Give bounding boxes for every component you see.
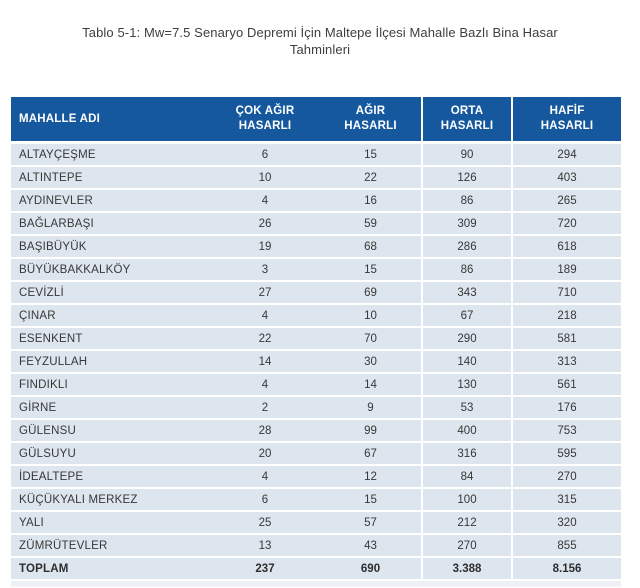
table-row — [11, 190, 621, 213]
value-cell-hafif-hasarli: 294 — [511, 144, 621, 167]
value-cell-hafif-hasarli: 176 — [511, 397, 621, 420]
value-cell-orta-hasarli: 316 — [421, 443, 511, 466]
value-cell-orta-hasarli: 286 — [421, 236, 511, 259]
table-row — [11, 489, 621, 512]
row-name-cell: BAŞIBÜYÜK — [11, 236, 210, 259]
table-row — [11, 213, 621, 236]
table-header-row — [11, 97, 621, 144]
header-cell-line: AĞIR — [355, 105, 386, 117]
table-row — [11, 512, 621, 535]
value-cell-hafif-hasarli: 403 — [511, 167, 621, 190]
value-cell-orta-hasarli: 290 — [421, 328, 511, 351]
value-cell-cok-agir-hasarli: 4 — [210, 190, 320, 213]
row-name-cell: AYDINEVLER — [11, 190, 210, 213]
value-cell-orta-hasarli: 126 — [421, 167, 511, 190]
header-cell-line: ÇOK AĞIR — [235, 105, 295, 117]
value-cell-hafif-hasarli: 618 — [511, 236, 621, 259]
value-cell-agir-hasarli: 70 — [320, 328, 421, 351]
table-row — [11, 374, 621, 397]
value-cell-cok-agir-hasarli: 237 — [210, 558, 320, 581]
value-cell-hafif-hasarli: 581 — [511, 328, 621, 351]
table-row — [11, 351, 621, 374]
value-cell-orta-hasarli: 212 — [421, 512, 511, 535]
table-row — [11, 535, 621, 558]
value-cell-agir-hasarli: 57 — [320, 512, 421, 535]
table-row — [11, 305, 621, 328]
page-title-line1: Tablo 5-1: Mw=7.5 Senaryo Depremi İçin Maltepe İlçesi Mahalle Bazlı Bina Hasar — [82, 25, 558, 40]
value-cell-hafif-hasarli: 265 — [511, 190, 621, 213]
value-cell-orta-hasarli: 343 — [421, 282, 511, 305]
value-cell-agir-hasarli: 69 — [320, 282, 421, 305]
value-cell-agir-hasarli: 14 — [320, 374, 421, 397]
value-cell-cok-agir-hasarli: 4 — [210, 466, 320, 489]
table-row — [11, 397, 621, 420]
header-cell-line: HAFİF — [549, 105, 585, 117]
value-cell-hafif-hasarli: 710 — [511, 282, 621, 305]
value-cell-hafif-hasarli: 218 — [511, 305, 621, 328]
value-cell-cok-agir-hasarli: 27 — [210, 282, 320, 305]
value-cell-cok-agir-hasarli: 19 — [210, 236, 320, 259]
value-cell-agir-hasarli: 15 — [320, 259, 421, 282]
value-cell-cok-agir-hasarli: 22 — [210, 328, 320, 351]
value-cell-hafif-hasarli: 8.156 — [511, 558, 621, 581]
table-row — [11, 328, 621, 351]
row-name-cell: GÜLENSU — [11, 420, 210, 443]
value-cell-agir-hasarli: 43 — [320, 535, 421, 558]
value-cell-agir-hasarli: 15 — [320, 489, 421, 512]
total-label-cell: TOPLAM — [11, 558, 210, 581]
value-cell-orta-hasarli: 270 — [421, 535, 511, 558]
value-cell-cok-agir-hasarli: 4 — [210, 374, 320, 397]
value-cell-agir-hasarli: 30 — [320, 351, 421, 374]
value-cell-orta-hasarli: 400 — [421, 420, 511, 443]
row-name-cell: CEVİZLİ — [11, 282, 210, 305]
value-cell-orta-hasarli: 84 — [421, 466, 511, 489]
value-cell-agir-hasarli: 15 — [320, 144, 421, 167]
value-cell-cok-agir-hasarli: 28 — [210, 420, 320, 443]
value-cell-hafif-hasarli: 320 — [511, 512, 621, 535]
value-cell-hafif-hasarli: 313 — [511, 351, 621, 374]
value-cell-cok-agir-hasarli: 6 — [210, 489, 320, 512]
value-cell-cok-agir-hasarli: 4 — [210, 305, 320, 328]
value-cell-hafif-hasarli: 315 — [511, 489, 621, 512]
value-cell-orta-hasarli: 100 — [421, 489, 511, 512]
row-name-cell: GİRNE — [11, 397, 210, 420]
row-name-cell: GÜLSUYU — [11, 443, 210, 466]
value-cell-orta-hasarli: 140 — [421, 351, 511, 374]
table-row — [11, 236, 621, 259]
table-row — [11, 167, 621, 190]
header-cell-cok-agir-hasarli — [210, 97, 320, 144]
value-cell-cok-agir-hasarli: 6 — [210, 144, 320, 167]
row-name-cell: ZÜMRÜTEVLER — [11, 535, 210, 558]
header-cell-line: HASARLI — [540, 120, 594, 132]
value-cell-hafif-hasarli: 561 — [511, 374, 621, 397]
value-cell-hafif-hasarli: 189 — [511, 259, 621, 282]
value-cell-orta-hasarli: 53 — [421, 397, 511, 420]
value-cell-cok-agir-hasarli: 25 — [210, 512, 320, 535]
value-cell-hafif-hasarli: 753 — [511, 420, 621, 443]
value-cell-cok-agir-hasarli: 20 — [210, 443, 320, 466]
table-row — [11, 466, 621, 489]
table-row — [11, 420, 621, 443]
table-body — [11, 144, 621, 581]
table-row — [11, 144, 621, 167]
header-cell-hafif-hasarli — [511, 97, 621, 144]
value-cell-agir-hasarli: 67 — [320, 443, 421, 466]
table-row — [11, 443, 621, 466]
header-cell-line: HASARLI — [238, 120, 292, 132]
header-cell-orta-hasarli — [421, 97, 511, 144]
table-header — [11, 97, 621, 144]
row-name-cell: BAĞLARBAŞI — [11, 213, 210, 236]
row-name-cell: FINDIKLI — [11, 374, 210, 397]
row-name-cell: YALI — [11, 512, 210, 535]
row-name-cell: İDEALTEPE — [11, 466, 210, 489]
page-title — [30, 24, 610, 58]
value-cell-hafif-hasarli: 595 — [511, 443, 621, 466]
value-cell-orta-hasarli: 67 — [421, 305, 511, 328]
header-cell-line: HASARLI — [344, 120, 397, 132]
value-cell-cok-agir-hasarli: 26 — [210, 213, 320, 236]
table-row — [11, 282, 621, 305]
row-name-cell: ESENKENT — [11, 328, 210, 351]
value-cell-cok-agir-hasarli: 14 — [210, 351, 320, 374]
value-cell-cok-agir-hasarli: 10 — [210, 167, 320, 190]
row-name-cell: ALTAYÇEŞME — [11, 144, 210, 167]
value-cell-cok-agir-hasarli: 13 — [210, 535, 320, 558]
header-cell-line: HASARLI — [440, 120, 494, 132]
value-cell-agir-hasarli: 12 — [320, 466, 421, 489]
value-cell-agir-hasarli: 99 — [320, 420, 421, 443]
row-name-cell: FEYZULLAH — [11, 351, 210, 374]
damage-table — [11, 97, 621, 581]
row-name-cell: BÜYÜKBAKKALKÖY — [11, 259, 210, 282]
value-cell-cok-agir-hasarli: 3 — [210, 259, 320, 282]
table-row — [11, 259, 621, 282]
table-bottom-shadow — [11, 581, 621, 587]
value-cell-agir-hasarli: 10 — [320, 305, 421, 328]
value-cell-orta-hasarli: 86 — [421, 190, 511, 213]
header-cell-mahalle-adi — [11, 97, 210, 144]
value-cell-orta-hasarli: 130 — [421, 374, 511, 397]
value-cell-agir-hasarli: 9 — [320, 397, 421, 420]
value-cell-hafif-hasarli: 270 — [511, 466, 621, 489]
row-name-cell: ALTINTEPE — [11, 167, 210, 190]
total-row — [11, 558, 621, 581]
header-cell-line: MAHALLE ADI — [19, 112, 100, 125]
document-page — [0, 24, 640, 588]
value-cell-hafif-hasarli: 855 — [511, 535, 621, 558]
row-name-cell: KÜÇÜKYALI MERKEZ — [11, 489, 210, 512]
page-title-line2: Tahminleri — [289, 42, 351, 57]
value-cell-cok-agir-hasarli: 2 — [210, 397, 320, 420]
header-cell-agir-hasarli — [320, 97, 421, 144]
value-cell-hafif-hasarli: 720 — [511, 213, 621, 236]
value-cell-orta-hasarli: 90 — [421, 144, 511, 167]
value-cell-orta-hasarli: 86 — [421, 259, 511, 282]
value-cell-orta-hasarli: 3.388 — [421, 558, 511, 581]
value-cell-agir-hasarli: 59 — [320, 213, 421, 236]
header-cell-line: ORTA — [450, 105, 484, 117]
damage-table-container — [11, 97, 621, 587]
row-name-cell: ÇINAR — [11, 305, 210, 328]
value-cell-orta-hasarli: 309 — [421, 213, 511, 236]
value-cell-agir-hasarli: 68 — [320, 236, 421, 259]
value-cell-agir-hasarli: 22 — [320, 167, 421, 190]
value-cell-agir-hasarli: 16 — [320, 190, 421, 213]
value-cell-agir-hasarli: 690 — [320, 558, 421, 581]
